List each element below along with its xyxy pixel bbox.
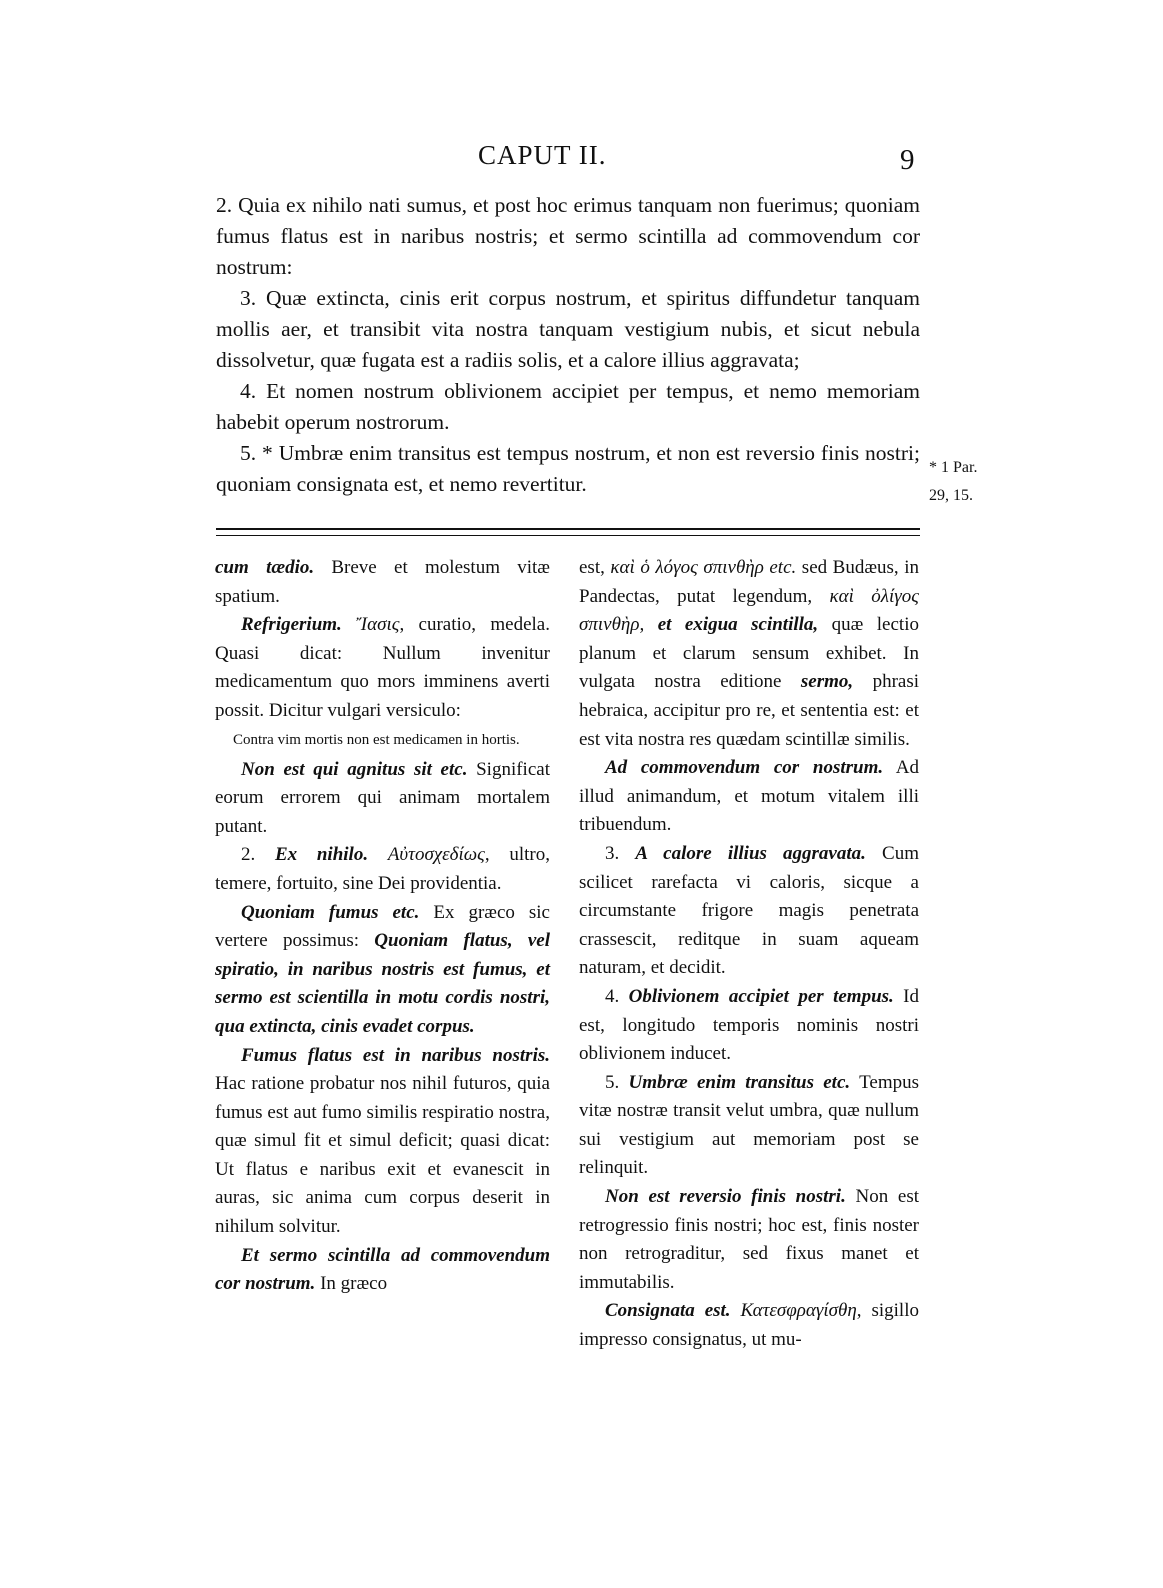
- commentary-paragraph: [215, 1042, 550, 1242]
- commentary-paragraph: [579, 983, 919, 1069]
- commentary-left-column: [215, 554, 550, 1299]
- commentary-paragraph: [579, 840, 919, 983]
- separator-rule: [216, 528, 920, 530]
- lemma: cum tædio.: [215, 557, 315, 578]
- lemma: Et sermo scintilla ad commovendum cor nostrum.: [215, 1244, 550, 1295]
- marginal-reference-line: * 1 Par.: [929, 459, 978, 476]
- commentary-text: Cum scilicet rarefacta vi caloris, sicque a circumstante frigore magis penetrata crassescit, reditque in suam aqueam naturam, et decidit.: [579, 842, 919, 979]
- commentary-text: Hac ratione probatur nos nihil futuros, quia fumus est aut fumo similis respiratio nostra, quæ simul fit et simul deficit; quasi dicat: Ut flatus e naribus exit et evanescit in auras, sic anima cum corpus deserit in nihilum solvitur.: [215, 1073, 550, 1238]
- commentary-text: , ultro, temere, fortuito, sine Dei providentia.: [215, 844, 550, 894]
- greek-word: Κατεσφραγίσθη: [730, 1300, 857, 1322]
- commentary-text: est,: [579, 557, 611, 578]
- commentary-paragraph: [579, 554, 919, 754]
- commentary-text: , sigillo impresso consignatus, ut mu-: [579, 1300, 919, 1351]
- commentary-text: Significat eorum errorem qui animam mortalem putant.: [215, 758, 550, 837]
- running-title: CAPUT II.: [478, 140, 607, 170]
- translation-italic: Quoniam flatus, vel spiratio, in naribus nostris est fumus, et sermo est scientilla in motu cordis nostri, qua extincta, cinis evadet corpus.: [215, 930, 550, 1037]
- lemma: Non est qui agnitus sit etc.: [241, 758, 468, 780]
- commentary-text: Tempus vitæ nostræ transit velut umbra, quæ nullum sui vestigium aut memoriam post se relinquit.: [579, 1071, 919, 1179]
- commentary-text: quæ lectio planum et clarum sensum exhibet. In vulgata nostra editione: [579, 614, 919, 693]
- commentary-paragraph: [215, 1242, 550, 1299]
- page-number: 9: [900, 144, 915, 176]
- greek-word: Ἴασις: [341, 614, 400, 636]
- commentary-paragraph: [579, 754, 919, 840]
- greek-phrase: καὶ ὁ λόγος σπινθὴρ etc.: [610, 557, 797, 578]
- verse-number: 4.: [605, 985, 629, 1007]
- commentary-paragraph: [215, 554, 550, 611]
- greek-phrase: καὶ ὀλίγος σπινθὴρ,: [579, 585, 920, 636]
- commentary-text: Ad illud animandum, et motum vitalem illi tribuendum.: [579, 757, 919, 836]
- verse-2: 2. Quia ex nihilo nati sumus, et post hoc erimus tanquam non fuerimus; quoniam fumus flatus est in naribus nostris; et sermo scintilla ad commovendum cor nostrum:: [216, 193, 920, 279]
- commentary-text: Ex græco sic vertere possimus:: [215, 901, 550, 952]
- commentary-text: Id est, longitudo temporis nominis nostri oblivionem inducet.: [579, 985, 920, 1065]
- commentary-paragraph: [215, 756, 550, 842]
- commentary-text: sed Budæus, in Pandectas, putat legendum,: [579, 557, 919, 607]
- greek-word: Αὐτοσχεδίως: [368, 844, 485, 866]
- commentary-paragraph: [215, 899, 550, 1042]
- commentary-paragraph: [215, 611, 550, 725]
- translation-italic: et exigua scintilla,: [644, 614, 819, 636]
- lemma: Umbræ enim transitus etc.: [628, 1071, 851, 1093]
- lemma: Fumus flatus est in naribus nostris.: [241, 1044, 550, 1066]
- commentary-text: In græco: [315, 1273, 388, 1295]
- lemma: Ex nihilo.: [274, 844, 369, 866]
- commentary-paragraph: [579, 1069, 919, 1183]
- verse-number: 5.: [605, 1071, 629, 1093]
- commentary-text: Breve et molestum vitæ spatium.: [215, 557, 550, 607]
- commentary-right-column: [579, 554, 919, 1355]
- lemma: Refrigerium.: [241, 614, 342, 636]
- lemma: A calore illius aggravata.: [635, 842, 866, 864]
- verse-3: 3. Quæ extincta, cinis erit corpus nostrum, et spiritus diffundetur tanquam mollis aer, et transibit vita nostra tanquam vestigium nubis, et sicut nebula dissolvetur, quæ fugata est a radiis solis, et a calore illius aggravata;: [216, 286, 920, 372]
- verse-5: 5. * Umbræ enim transitus est tempus nostrum, et non est reversio finis nostri; quoniam consignata est, et nemo revertitur.: [216, 441, 920, 496]
- marginal-reference-line: 29, 15.: [929, 487, 973, 504]
- running-header: [0, 140, 1163, 180]
- commentary-paragraph: [215, 841, 550, 898]
- verse-number: 3.: [605, 842, 636, 864]
- verse-block: [216, 190, 920, 500]
- commentary-text: phrasi hebraica, accipitur pro re, et sententia est: et est vita nostra res quædam scintillæ similis.: [579, 671, 919, 750]
- commentary-text: Non est retrogressio finis nostri; hoc est, finis noster non retrograditur, sed fixus manet et immutabilis.: [579, 1186, 920, 1293]
- verse-quotation: Contra vim mortis non est medicamen in hortis.: [233, 731, 520, 748]
- commentary-text: , curatio, medela. Quasi dicat: Nullum invenitur medicamentum quo mors imminens averti possit. Dicitur vulgari versiculo:: [215, 614, 550, 721]
- translation-italic: sermo,: [800, 671, 854, 693]
- lemma: Ad commovendum cor nostrum.: [605, 757, 884, 779]
- verse-4: 4. Et nomen nostrum oblivionem accipiet per tempus, et nemo memoriam habebit operum nostrorum.: [216, 379, 920, 434]
- lemma: Oblivionem accipiet per tempus.: [628, 985, 894, 1007]
- separator-rule: [216, 535, 920, 536]
- commentary-paragraph: [579, 1297, 919, 1354]
- commentary-paragraph: [579, 1183, 919, 1297]
- marginal-reference: [929, 454, 977, 510]
- verse-number: 2.: [241, 844, 275, 866]
- lemma: Non est reversio finis nostri.: [605, 1186, 846, 1208]
- lemma: Quoniam fumus etc.: [241, 901, 420, 923]
- lemma: Consignata est.: [605, 1300, 731, 1322]
